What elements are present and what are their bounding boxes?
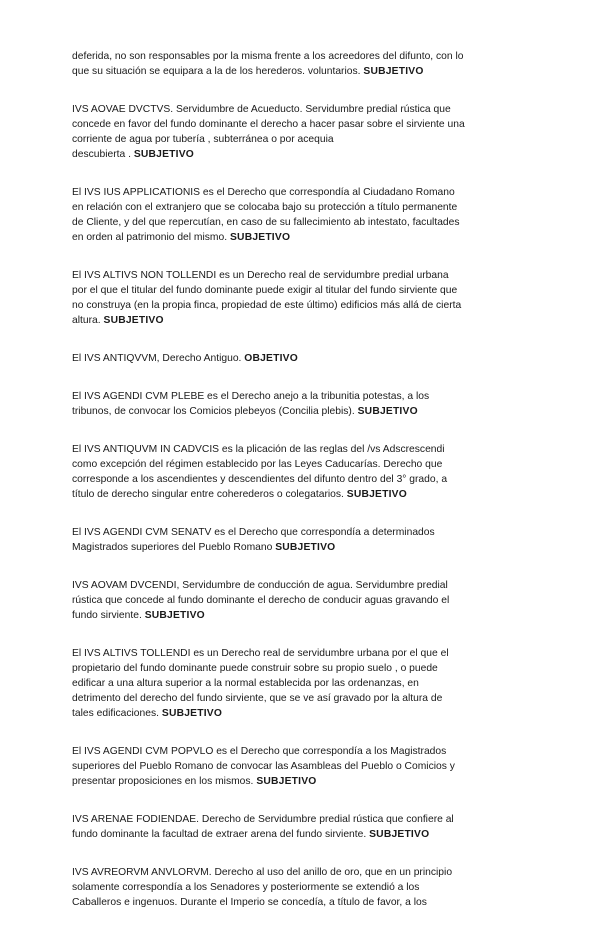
paragraph-line xyxy=(72,676,514,691)
line-text: IVS ARENAE FODIENDAE. Derecho de Servidumbre predial rústica que confiere al xyxy=(72,814,454,825)
line-text: descubierta . xyxy=(72,149,131,160)
paragraph-line xyxy=(72,774,514,789)
line-text: en relación con el extranjero que se colocaba bajo su protección a título permanente xyxy=(72,202,458,213)
classification-tag: OBJETIVO xyxy=(244,353,298,364)
entry-paragraph xyxy=(72,865,514,910)
line-text: El IVS ALTIVS NON TOLLENDI es un Derecho real de servidumbre predial urbana xyxy=(72,270,449,281)
paragraph-line xyxy=(72,268,514,283)
paragraph-line xyxy=(72,147,514,162)
entry-paragraph xyxy=(72,389,514,419)
paragraph-line xyxy=(72,200,514,215)
classification-tag: SUBJETIVO xyxy=(369,829,430,840)
line-text: tribunos, de convocar los Comicios plebeyos (Concilia plebis). xyxy=(72,406,355,417)
paragraph-line xyxy=(72,525,514,540)
paragraph-line xyxy=(72,593,514,608)
line-text: El IVS ANTIQVVM, Derecho Antiguo. xyxy=(72,353,242,364)
line-text: fundo dominante la facultad de extraer arena del fundo sirviente. xyxy=(72,829,367,840)
paragraph-line xyxy=(72,540,514,555)
entry-paragraph xyxy=(72,525,514,555)
classification-tag: SUBJETIVO xyxy=(357,406,418,417)
entry-paragraph xyxy=(72,812,514,842)
line-text: IVS AVREORVM ANVLORVM. Derecho al uso del anillo de oro, que en un principio xyxy=(72,867,453,878)
line-text: IVS AOVAE DVCTVS. Servidumbre de Acueducto. Servidumbre predial rústica que xyxy=(72,104,451,115)
paragraph-line xyxy=(72,880,514,895)
entry-paragraph xyxy=(72,578,514,623)
paragraph-line xyxy=(72,865,514,880)
line-text: solamente correspondía a los Senadores y posteriormente se extendió a los xyxy=(72,882,420,893)
paragraph-line xyxy=(72,132,514,147)
paragraph-line xyxy=(72,389,514,404)
line-text: rústica que concede al fundo dominante el derecho de conducir aguas gravando el xyxy=(72,595,450,606)
paragraph-line xyxy=(72,646,514,661)
line-text: no construya (en la propia finca, propiedad de este último) edificios más allá de cierta xyxy=(72,300,462,311)
line-text: IVS AOVAM DVCENDI, Servidumbre de conducción de agua. Servidumbre predial xyxy=(72,580,448,591)
classification-tag: SUBJETIVO xyxy=(229,232,291,243)
line-text: corresponde a los ascendientes y descendientes del difunto dentro del 3° grado, a xyxy=(72,474,448,485)
paragraph-line xyxy=(72,64,514,79)
paragraph-line xyxy=(72,185,514,200)
paragraph-line xyxy=(72,744,514,759)
line-text: El IVS ALTIVS TOLLENDI es un Derecho real de servidumbre urbana por el que el xyxy=(72,648,449,659)
paragraph-line xyxy=(72,759,514,774)
paragraph-line xyxy=(72,487,514,502)
line-text: que su situación se equipara a la de los herederos. voluntarios. xyxy=(72,66,361,77)
line-text: fundo sirviente. xyxy=(72,610,142,621)
paragraph-line xyxy=(72,472,514,487)
paragraph-line xyxy=(72,404,514,419)
line-text: corriente de agua por tubería , subterránea o por acequia xyxy=(72,134,334,145)
line-text: altura. xyxy=(72,315,101,326)
paragraph-line xyxy=(72,215,514,230)
paragraph-line xyxy=(72,457,514,472)
paragraph-line xyxy=(72,230,514,245)
paragraph-line xyxy=(72,313,514,328)
line-text: edificar a una altura superior a la normal establecida por las ordenanzas, en xyxy=(72,678,419,689)
paragraph-line xyxy=(72,351,514,366)
paragraph-line xyxy=(72,661,514,676)
paragraph-line xyxy=(72,117,514,132)
paragraph-line xyxy=(72,691,514,706)
document-page xyxy=(72,49,514,933)
paragraph-line xyxy=(72,283,514,298)
paragraph-line xyxy=(72,102,514,117)
classification-tag: SUBJETIVO xyxy=(133,149,195,160)
line-text: El IVS AGENDI CVM SENATV es el Derecho que correspondía a determinados xyxy=(72,527,435,538)
entry-paragraph xyxy=(72,185,514,245)
line-text: como excepción del régimen establecido por las Leyes Caducarías. Derecho que xyxy=(72,459,443,470)
paragraph-line xyxy=(72,49,514,64)
paragraph-line xyxy=(72,578,514,593)
classification-tag: SUBJETIVO xyxy=(161,708,223,719)
classification-tag: SUBJETIVO xyxy=(103,315,164,326)
line-text: tales edificaciones. xyxy=(72,708,160,719)
classification-tag: SUBJETIVO xyxy=(256,776,317,787)
paragraph-line xyxy=(72,298,514,313)
paragraph-line xyxy=(72,706,514,721)
line-text: deferida, no son responsables por la misma frente a los acreedores del difunto, con lo xyxy=(72,51,464,62)
line-text: superiores del Pueblo Romano de convocar las Asambleas del Pueblo o Comicios y xyxy=(72,761,455,772)
line-text: por el que el titular del fundo dominante puede exigir al titular del fundo sirviente que xyxy=(72,285,458,296)
entry-paragraph xyxy=(72,646,514,721)
entry-paragraph xyxy=(72,351,514,366)
entry-paragraph xyxy=(72,268,514,328)
classification-tag: SUBJETIVO xyxy=(363,66,424,77)
line-text: concede en favor del fundo dominante el derecho a hacer pasar sobre el sirviente una xyxy=(72,119,465,130)
entry-paragraph xyxy=(72,442,514,502)
paragraph-line xyxy=(72,812,514,827)
paragraph-line xyxy=(72,442,514,457)
line-text: El IVS IUS APPLICATIONIS es el Derecho que correspondía al Ciudadano Romano xyxy=(72,187,455,198)
paragraph-line xyxy=(72,608,514,623)
line-text: en orden al patrimonio del mismo. xyxy=(72,232,228,243)
paragraph-line xyxy=(72,895,514,910)
line-text: de Cliente, y del que repercutían, en caso de su fallecimiento ab intestato, facultades xyxy=(72,217,460,228)
line-text: El IVS AGENDI CVM POPVLO es el Derecho que correspondía a los Magistrados xyxy=(72,746,447,757)
entry-paragraph xyxy=(72,49,514,79)
line-text: título de derecho singular entre coherederos o colegatarios. xyxy=(72,489,344,500)
classification-tag: SUBJETIVO xyxy=(144,610,205,621)
line-text: El IVS AGENDI CVM PLEBE es el Derecho anejo a la tribunitia potestas, a los xyxy=(72,391,430,402)
line-text: presentar proposiciones en los mismos. xyxy=(72,776,254,787)
line-text: propietario del fundo dominante puede construir sobre su propio suelo , o puede xyxy=(72,663,438,674)
paragraph-line xyxy=(72,827,514,842)
line-text: Magistrados superiores del Pueblo Romano xyxy=(72,542,273,553)
classification-tag: SUBJETIVO xyxy=(275,542,336,553)
entry-paragraph xyxy=(72,102,514,162)
entry-paragraph xyxy=(72,744,514,789)
line-text: detrimento del derecho del fundo sirviente, que se ve así gravado por la altura de xyxy=(72,693,443,704)
line-text: Caballeros e ingenuos. Durante el Imperio se concedía, a título de favor, a los xyxy=(72,897,427,908)
classification-tag: SUBJETIVO xyxy=(346,489,407,500)
line-text: El IVS ANTIQUVM IN CADVCIS es la plicación de las reglas del /vs Adscrescendi xyxy=(72,444,445,455)
